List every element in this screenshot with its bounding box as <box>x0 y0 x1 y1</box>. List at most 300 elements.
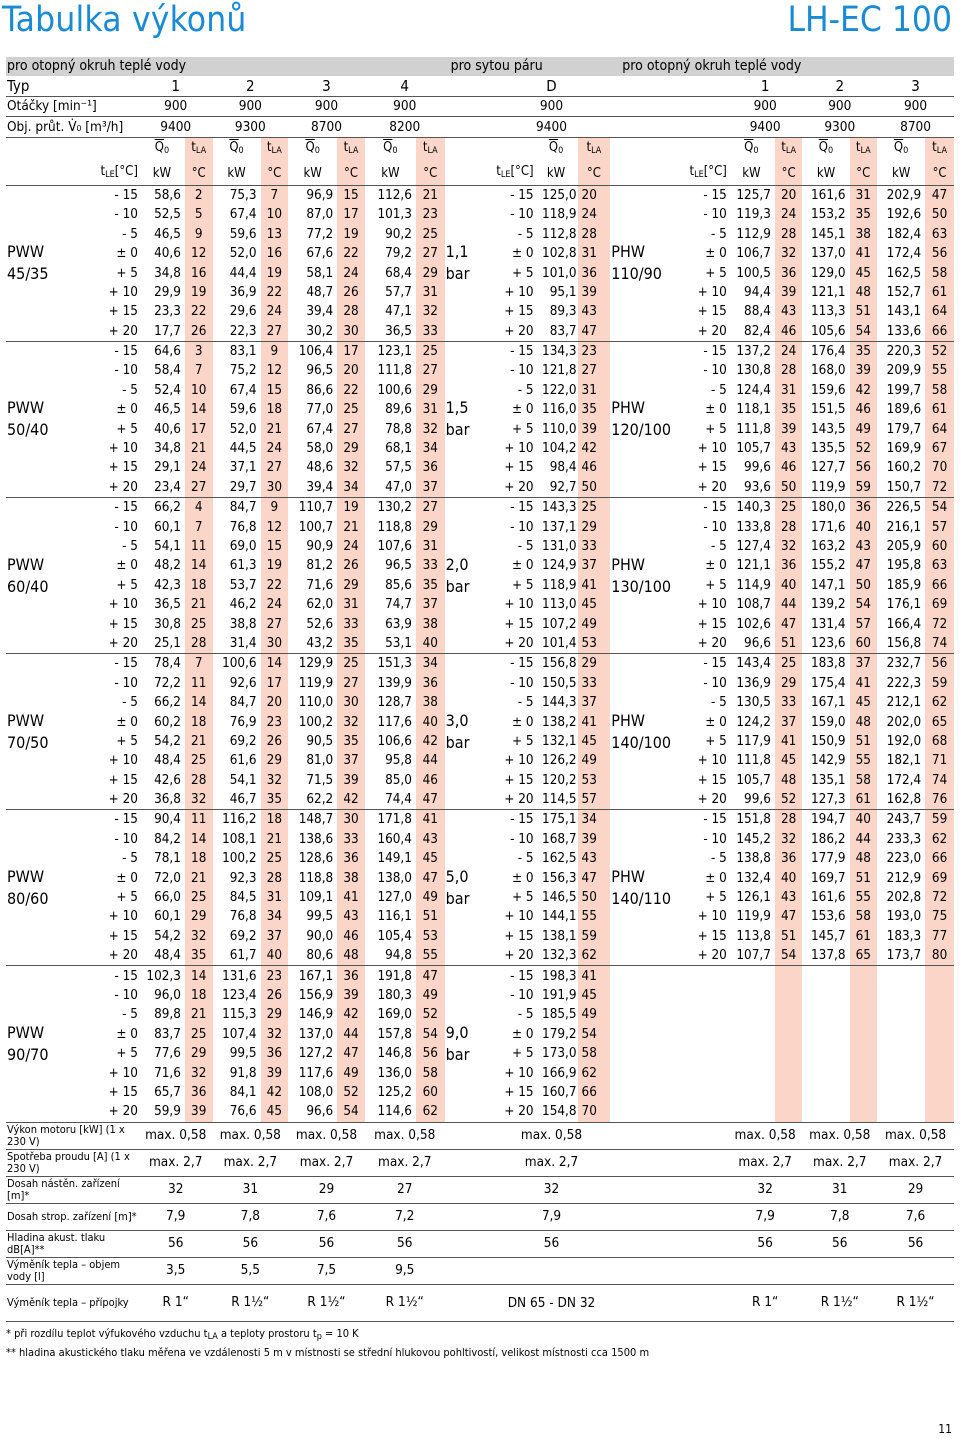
temp-cell: + 10 <box>504 1065 534 1081</box>
table-row <box>6 498 954 518</box>
cell <box>445 1176 493 1203</box>
value-cell: 132,1 <box>542 733 577 749</box>
value-cell: 35 <box>337 732 365 751</box>
value-cell: 48,6 <box>306 460 334 476</box>
value-cell: 116,1 <box>377 909 412 925</box>
value-cell: 81,2 <box>306 558 334 574</box>
value-cell: 29 <box>416 263 445 282</box>
value-cell <box>877 1005 925 1024</box>
temp-cell: + 10 <box>504 909 534 925</box>
value-cell: 117,6 <box>377 714 412 730</box>
value-cell: 199,7 <box>886 382 922 398</box>
value-cell: 100,6 <box>222 656 257 672</box>
temp-cell: - 5 <box>517 539 534 554</box>
value-cell: 52,6 <box>306 616 334 632</box>
footer-value: 56 <box>877 1230 954 1257</box>
value-cell: 19 <box>261 556 289 575</box>
value-cell: 20 <box>578 185 611 205</box>
value-cell <box>877 1063 925 1082</box>
value-cell: 29,9 <box>154 284 181 300</box>
cell: 900 <box>728 97 803 117</box>
value-cell: 29 <box>578 654 611 674</box>
table-row <box>6 57 954 76</box>
value-cell: 31 <box>261 888 289 907</box>
value-cell: 139,2 <box>811 597 846 613</box>
value-cell <box>728 966 775 986</box>
value-cell <box>925 1044 954 1063</box>
value-cell: 173,7 <box>877 946 925 966</box>
value-cell: 118,8 <box>377 519 412 535</box>
value-cell: 51 <box>850 732 878 751</box>
value-cell: 202,8 <box>886 890 922 906</box>
table-row <box>6 1284 954 1321</box>
footer-value: R 1½“ <box>802 1284 877 1321</box>
cell: 9400 <box>728 117 803 137</box>
temp-cell: + 20 <box>687 478 728 498</box>
temp-cell: - 15 <box>510 500 534 516</box>
value-cell: 80,6 <box>288 946 337 966</box>
value-cell: 69,2 <box>229 928 257 944</box>
footer-value: 7,9 <box>139 1203 213 1230</box>
value-cell: 156,3 <box>542 870 577 886</box>
cell <box>610 1149 687 1176</box>
footer-value: 56 <box>288 1230 365 1257</box>
value-cell: 120,2 <box>542 772 577 788</box>
value-cell <box>850 1063 878 1082</box>
value-cell: 50 <box>578 888 611 907</box>
value-cell: 119,3 <box>736 207 771 223</box>
value-cell: 54,1 <box>229 772 257 788</box>
value-cell: 33 <box>578 537 611 556</box>
value-cell: 36,9 <box>229 284 257 300</box>
footer-value: 29 <box>877 1176 954 1203</box>
value-cell: 49 <box>416 986 445 1005</box>
value-cell: 37 <box>261 927 289 946</box>
value-cell: 139,9 <box>377 675 412 691</box>
temp-cell: - 5 <box>122 695 138 711</box>
value-cell: 30 <box>337 693 365 712</box>
cell <box>687 76 728 97</box>
value-cell: 37 <box>416 595 445 614</box>
value-cell: 35 <box>337 634 365 654</box>
temp-cell: + 5 <box>512 733 534 749</box>
temp-cell: - 10 <box>114 675 138 691</box>
value-cell: 108,0 <box>298 1084 334 1100</box>
value-cell <box>925 986 954 1005</box>
value-cell: 153,2 <box>811 207 846 223</box>
value-cell: 21 <box>416 185 445 205</box>
value-cell: 100,6 <box>377 382 412 398</box>
tla-heading: $t_{LA}$ <box>185 137 213 162</box>
temp-cell: - 10 <box>510 519 534 535</box>
temp-cell: - 15 <box>703 187 727 203</box>
cell: 1 <box>139 76 213 97</box>
value-cell: 135,5 <box>811 441 846 457</box>
value-cell: 28 <box>185 634 213 654</box>
value-cell: 39,4 <box>288 478 337 498</box>
temp-cell: + 20 <box>687 946 728 966</box>
value-cell: 126,1 <box>736 890 771 906</box>
value-cell: 36 <box>416 674 445 693</box>
value-cell: 62,0 <box>306 597 334 613</box>
footer-value <box>728 1257 803 1284</box>
value-cell: 44 <box>775 595 803 614</box>
value-cell: 52 <box>775 790 803 810</box>
value-cell: 128,6 <box>298 851 334 867</box>
cell: 1 <box>728 76 803 97</box>
value-cell: 129,9 <box>298 656 334 672</box>
value-cell: 133,6 <box>877 322 925 342</box>
value-cell: 185,5 <box>542 1007 577 1023</box>
value-cell: 117,9 <box>736 733 771 749</box>
value-cell: 100,7 <box>298 519 334 535</box>
value-cell: 42 <box>578 439 611 458</box>
value-cell: 25 <box>578 498 611 518</box>
value-cell: 63,9 <box>385 616 412 632</box>
value-cell <box>877 1025 925 1044</box>
value-cell <box>925 1025 954 1044</box>
value-cell: 41 <box>578 576 611 595</box>
value-cell: 17 <box>337 205 365 224</box>
value-cell: 57 <box>578 790 611 810</box>
value-cell: 34 <box>337 478 365 498</box>
value-cell: 21 <box>185 1005 213 1024</box>
value-cell: 28 <box>185 771 213 790</box>
value-cell: 54,1 <box>154 539 181 554</box>
temp-cell <box>687 966 728 986</box>
footer-label: Výkon motoru [kW] (1 x 230 V) <box>6 1122 139 1149</box>
value-cell: 58 <box>925 263 954 282</box>
value-cell: 69 <box>925 595 954 614</box>
value-cell: 119,9 <box>736 909 771 925</box>
value-cell: 25 <box>261 849 289 868</box>
cell: 900 <box>802 97 877 117</box>
value-cell: 32 <box>416 419 445 438</box>
value-cell: 39 <box>578 830 611 849</box>
temp-cell: ± 0 <box>512 1026 534 1042</box>
temp-cell: - 5 <box>122 851 138 867</box>
value-cell: 39 <box>578 283 611 302</box>
tla-heading: $t_{LA}$ <box>775 137 803 162</box>
footer-value: max. 2,7 <box>288 1149 365 1176</box>
temp-cell: + 10 <box>504 441 534 457</box>
temp-cell: + 20 <box>493 946 535 966</box>
value-cell: 19 <box>337 498 365 518</box>
value-cell: 48,7 <box>306 284 334 300</box>
degc-unit: °C <box>185 162 213 186</box>
value-cell: 54 <box>775 946 803 966</box>
table-row <box>6 1122 954 1149</box>
cell <box>610 1257 687 1284</box>
temp-cell: + 15 <box>504 460 534 476</box>
value-cell: 33 <box>775 693 803 712</box>
value-cell: 113,3 <box>811 304 846 320</box>
model-name: LH-EC 100 <box>787 0 952 40</box>
value-cell: 36 <box>775 849 803 868</box>
value-cell: 85,6 <box>385 577 412 593</box>
value-cell: 27 <box>337 419 365 438</box>
value-cell: 18 <box>185 576 213 595</box>
value-cell: 21 <box>185 732 213 751</box>
value-cell: 34 <box>578 810 611 830</box>
value-cell: 71,5 <box>306 772 334 788</box>
value-cell: 21 <box>337 517 365 536</box>
temp-cell: + 5 <box>705 890 727 906</box>
footer-value: R 1“ <box>139 1284 213 1321</box>
value-cell: 107,6 <box>377 539 412 554</box>
value-cell <box>728 1044 775 1063</box>
temp-cell: - 15 <box>510 344 534 360</box>
value-cell: 84,2 <box>154 831 181 847</box>
footer-value: 32 <box>728 1176 803 1203</box>
value-cell: 28 <box>578 225 611 244</box>
value-cell: 96,6 <box>728 634 775 654</box>
value-cell: 55 <box>850 751 878 770</box>
section-label-left: pro otopný okruh teplé vody <box>6 57 445 76</box>
value-cell: 26 <box>337 556 365 575</box>
value-cell: 53,1 <box>365 634 416 654</box>
value-cell: 45 <box>261 1102 289 1122</box>
value-cell: 34 <box>416 654 445 674</box>
value-cell: 18 <box>185 986 213 1005</box>
temp-cell <box>687 1063 728 1082</box>
value-cell: 124,2 <box>736 714 771 730</box>
value-cell: 129,0 <box>811 265 846 281</box>
value-cell: 144,1 <box>542 909 577 925</box>
value-cell: 43,2 <box>288 634 337 654</box>
value-cell: 82,4 <box>728 322 775 342</box>
temp-cell: - 15 <box>510 656 534 672</box>
temp-cell: ± 0 <box>705 714 727 730</box>
temp-cell: - 5 <box>122 1007 138 1023</box>
value-cell: 66 <box>578 1083 611 1102</box>
value-cell: 51 <box>775 927 803 946</box>
value-cell: 57 <box>925 517 954 536</box>
value-cell: 23 <box>416 205 445 224</box>
value-cell: 67,6 <box>306 246 334 262</box>
cell: 900 <box>288 97 365 117</box>
value-cell: 11 <box>185 810 213 830</box>
kw-unit: kW <box>365 162 416 186</box>
value-cell: 92,3 <box>229 870 257 886</box>
footer-value: max. 0,58 <box>802 1122 877 1149</box>
value-cell: 105,7 <box>736 441 771 457</box>
value-cell: 40 <box>850 810 878 830</box>
value-cell: 71 <box>925 751 954 770</box>
value-cell: 36 <box>337 966 365 986</box>
value-cell: 49 <box>578 1005 611 1024</box>
value-cell: 32 <box>185 790 213 810</box>
footer-value: 56 <box>213 1230 289 1257</box>
value-cell: 61,7 <box>213 946 261 966</box>
value-cell: 48,4 <box>154 753 181 769</box>
value-cell: 54 <box>337 1102 365 1122</box>
phw-label: PHW 140/100 <box>610 654 687 810</box>
value-cell: 100,2 <box>222 851 257 867</box>
value-cell: 172,4 <box>886 246 922 262</box>
value-cell: 118,9 <box>542 577 577 593</box>
value-cell: 29,7 <box>213 478 261 498</box>
value-cell: 14 <box>185 400 213 419</box>
value-cell: 54 <box>578 1025 611 1044</box>
value-cell <box>728 1102 775 1122</box>
value-cell: 145,2 <box>736 831 771 847</box>
value-cell: 36 <box>850 498 878 518</box>
value-cell: 10 <box>185 381 213 400</box>
temp-cell: + 15 <box>108 772 138 788</box>
value-cell: 7 <box>185 654 213 674</box>
value-cell: 24 <box>337 537 365 556</box>
temp-cell: ± 0 <box>705 558 727 574</box>
value-cell: 169,9 <box>886 441 922 457</box>
value-cell: 72 <box>925 888 954 907</box>
q0-heading: $\overline{Q}_0$ <box>548 140 564 157</box>
value-cell: 33 <box>416 556 445 575</box>
value-cell: 145,7 <box>811 928 846 944</box>
value-cell: 35 <box>185 946 213 966</box>
value-cell: 52 <box>416 1005 445 1024</box>
tle-unit: $t_{LE}[^\circ C]$ <box>493 162 535 186</box>
temp-cell: + 20 <box>100 946 139 966</box>
footer-label: Spotřeba proudu [A] (1 x 230 V) <box>6 1149 139 1176</box>
value-cell: 36,5 <box>365 322 416 342</box>
value-cell: 44,4 <box>229 265 257 281</box>
value-cell: 96,0 <box>154 987 181 1003</box>
value-cell: 62 <box>578 1063 611 1082</box>
temp-cell: + 20 <box>100 478 139 498</box>
temp-cell: + 5 <box>116 265 138 281</box>
temp-cell: - 15 <box>510 812 534 828</box>
temp-cell: - 10 <box>114 363 138 379</box>
table-row <box>6 810 954 830</box>
value-cell: 145,1 <box>811 226 846 242</box>
value-cell: 59 <box>925 810 954 830</box>
value-cell: 151,5 <box>811 402 846 418</box>
footer-value: max. 0,58 <box>365 1122 445 1149</box>
value-cell: 28 <box>775 810 803 830</box>
value-cell: 102,8 <box>542 246 577 262</box>
value-cell: 31 <box>775 381 803 400</box>
value-cell: 67,4 <box>306 421 334 437</box>
temp-cell: - 15 <box>114 656 138 672</box>
cell <box>610 97 687 117</box>
value-cell: 76,9 <box>229 714 257 730</box>
value-cell <box>802 1025 849 1044</box>
temp-cell: + 10 <box>697 753 727 769</box>
temp-cell: - 15 <box>114 344 138 360</box>
value-cell: 76,6 <box>213 1102 261 1122</box>
value-cell: 47 <box>850 556 878 575</box>
temp-cell: ± 0 <box>512 870 534 886</box>
cell: 900 <box>877 97 954 117</box>
value-cell: 198,3 <box>542 968 577 984</box>
value-cell: 122,0 <box>542 382 577 398</box>
cell: D <box>493 76 611 97</box>
value-cell: 30,2 <box>288 322 337 342</box>
value-cell: 101,0 <box>542 265 577 281</box>
value-cell: 113,0 <box>542 597 577 613</box>
value-cell: 37 <box>578 693 611 712</box>
value-cell: 153,6 <box>811 909 846 925</box>
value-cell: 136,0 <box>377 1065 412 1081</box>
value-cell: 48 <box>850 712 878 731</box>
value-cell: 24 <box>261 302 289 321</box>
value-cell <box>850 1005 878 1024</box>
footer-value: 7,6 <box>877 1203 954 1230</box>
value-cell: 24 <box>337 263 365 282</box>
value-cell: 166,9 <box>542 1065 577 1081</box>
footer-value: 56 <box>802 1230 877 1257</box>
temp-cell: + 15 <box>108 460 138 476</box>
value-cell <box>802 986 849 1005</box>
value-cell: 49 <box>850 419 878 438</box>
value-cell: 25 <box>416 341 445 361</box>
value-cell: 45 <box>578 595 611 614</box>
value-cell: 134,3 <box>542 344 577 360</box>
temp-cell <box>687 1083 728 1102</box>
value-cell: 28 <box>775 361 803 380</box>
value-cell: 42,3 <box>154 577 181 593</box>
value-cell: 37 <box>850 654 878 674</box>
value-cell: 20 <box>337 361 365 380</box>
cell <box>687 117 728 137</box>
value-cell: 161,6 <box>811 187 846 203</box>
value-cell: 25 <box>775 498 803 518</box>
value-cell: 21 <box>185 595 213 614</box>
temp-cell: + 10 <box>697 441 727 457</box>
temp-cell: + 5 <box>705 265 727 281</box>
value-cell: 74,4 <box>365 790 416 810</box>
value-cell <box>775 1102 803 1122</box>
value-cell: 46 <box>337 927 365 946</box>
kw-unit: kW <box>802 162 849 186</box>
temp-cell: + 5 <box>116 577 138 593</box>
value-cell: 156,9 <box>298 987 334 1003</box>
footer-value: 7,9 <box>728 1203 803 1230</box>
footnote-2: ** hladina akustického tlaku měřena ve vzdálenosti 5 m v místnosti se střední hlukovou pohltivostí, velikost místnosti cca 1500 m <box>6 1346 650 1359</box>
footer-value: 7,6 <box>288 1203 365 1230</box>
value-cell: 60,1 <box>154 909 181 925</box>
value-cell: 42,6 <box>154 772 181 788</box>
value-cell: 66 <box>925 322 954 342</box>
value-cell: 191,8 <box>377 968 412 984</box>
section-label-mid: pro sytou páru <box>445 57 611 76</box>
value-cell: 114,9 <box>736 577 771 593</box>
value-cell: 76,8 <box>229 519 257 535</box>
value-cell: 29 <box>416 381 445 400</box>
value-cell: 18 <box>261 810 289 830</box>
value-cell: 18 <box>185 712 213 731</box>
value-cell: 112,8 <box>542 226 577 242</box>
value-cell: 182,4 <box>886 226 922 242</box>
value-cell: 169,7 <box>811 870 846 886</box>
value-cell: 160,2 <box>886 460 922 476</box>
value-cell: 96,9 <box>306 187 334 203</box>
value-cell <box>775 966 803 986</box>
value-cell: 40,6 <box>154 246 181 262</box>
group-label: PWW 45/35 <box>6 185 100 341</box>
value-cell: 64 <box>925 302 954 321</box>
value-cell: 137,0 <box>811 246 846 262</box>
value-cell: 105,4 <box>377 928 412 944</box>
value-cell: 50 <box>775 478 803 498</box>
value-cell: 26 <box>185 322 213 342</box>
value-cell: 46 <box>416 771 445 790</box>
temp-cell: - 15 <box>114 812 138 828</box>
value-cell: 222,3 <box>886 675 922 691</box>
footer-value: max. 2,7 <box>802 1149 877 1176</box>
value-cell: 171,6 <box>811 519 846 535</box>
